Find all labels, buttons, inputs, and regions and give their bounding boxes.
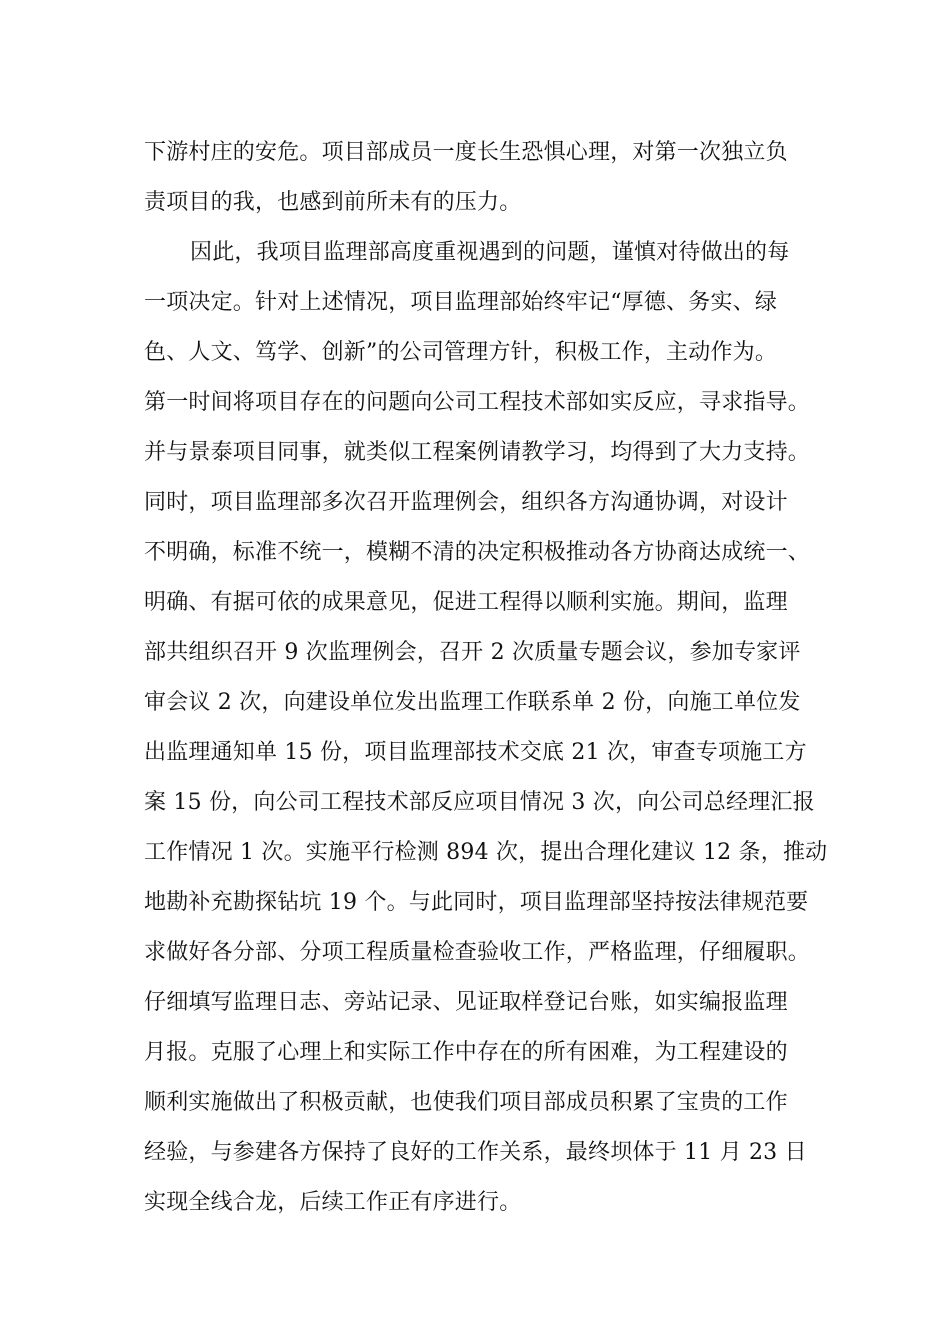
text-line: 地勘补充勘探钻坑 19 个。与此同时，项目监理部坚持按法律规范要 [144, 890, 809, 915]
text-line: 色、人文、笃学、创新”的公司管理方针，积极工作，主动作为。 [144, 340, 778, 365]
body-text [144, 128, 828, 1228]
text-line: 工作情况 1 次。实施平行检测 894 次，提出合理化建议 12 条，推动 [144, 840, 828, 865]
text-line: 明确、有据可依的成果意见，促进工程得以顺利实施。期间，监理 [144, 590, 788, 615]
text-line: 责项目的我，也感到前所未有的压力。 [144, 190, 522, 215]
text-line: 案 15 份，向公司工程技术部反应项目情况 3 次，向公司总经理汇报 [144, 790, 815, 815]
text-line: 并与景泰项目同事，就类似工程案例请教学习，均得到了大力支持。 [144, 440, 811, 465]
text-line: 求做好各分部、分项工程质量检查验收工作，严格监理，仔细履职。 [144, 940, 811, 965]
text-line: 第一时间将项目存在的问题向公司工程技术部如实反应，寻求指导。 [144, 390, 811, 415]
text-line: 月报。克服了心理上和实际工作中存在的所有困难，为工程建设的 [144, 1040, 788, 1065]
paragraph-start-line: 因此，我项目监理部高度重视遇到的问题，谨慎对待做出的每 [190, 240, 790, 265]
text-line: 下游村庄的安危。项目部成员一度长生恐惧心理，对第一次独立负 [144, 140, 788, 165]
text-line: 同时，项目监理部多次召开监理例会，组织各方沟通协调，对设计 [144, 490, 788, 515]
text-line: 不明确，标准不统一，模糊不清的决定积极推动各方协商达成统一、 [144, 540, 811, 565]
text-line: 一项决定。针对上述情况，项目监理部始终牢记“厚德、务实、绿 [144, 290, 778, 315]
text-line: 部共组织召开 9 次监理例会，召开 2 次质量专题会议，参加专家评 [144, 640, 801, 665]
text-line: 实现全线合龙，后续工作正有序进行。 [144, 1190, 522, 1215]
text-line: 审会议 2 次，向建设单位发出监理工作联系单 2 份，向施工单位发 [144, 690, 801, 715]
text-line: 顺利实施做出了积极贡献，也使我们项目部成员积累了宝贵的工作 [144, 1090, 788, 1115]
text-line: 出监理通知单 15 份，项目监理部技术交底 21 次，审查专项施工方 [144, 740, 807, 765]
text-line: 经验，与参建各方保持了良好的工作关系，最终坝体于 11 月 23 日 [144, 1140, 807, 1165]
text-line: 仔细填写监理日志、旁站记录、见证取样登记台账，如实编报监理 [144, 990, 788, 1015]
